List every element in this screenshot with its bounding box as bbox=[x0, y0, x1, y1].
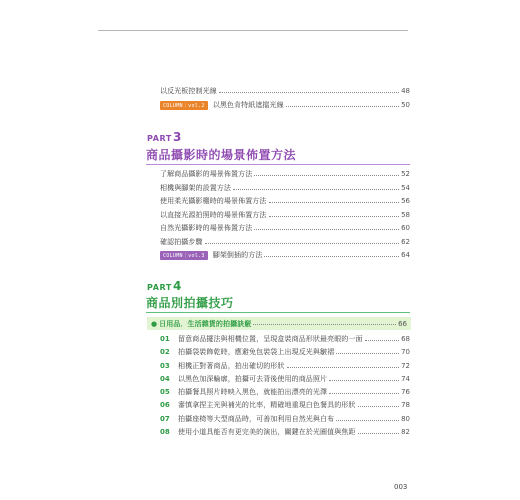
entry-number: 02 bbox=[160, 348, 170, 356]
dot-leader bbox=[264, 256, 399, 257]
page-number: 003 bbox=[394, 483, 408, 491]
toc-entry[interactable] bbox=[160, 399, 410, 411]
dot-leader bbox=[358, 406, 400, 407]
part3-label: PART3 bbox=[147, 130, 182, 144]
dot-leader bbox=[336, 353, 399, 354]
toc-entry-page: 64 bbox=[401, 251, 410, 259]
toc-entry-page: 50 bbox=[401, 101, 410, 109]
toc-entry-page: 68 bbox=[401, 335, 410, 343]
toc-entry[interactable] bbox=[160, 426, 410, 438]
entry-number: 05 bbox=[160, 388, 170, 396]
toc-entry[interactable] bbox=[160, 249, 410, 261]
toc-entry[interactable] bbox=[160, 85, 410, 97]
dot-leader bbox=[358, 433, 400, 434]
dot-leader bbox=[329, 393, 399, 394]
dot-leader bbox=[254, 229, 399, 230]
dot-leader bbox=[286, 106, 399, 107]
toc-entry-page: 72 bbox=[401, 362, 410, 370]
category-entry[interactable] bbox=[151, 317, 407, 330]
top-rule bbox=[98, 30, 408, 31]
dot-leader bbox=[269, 216, 400, 217]
entry-number: 08 bbox=[160, 428, 170, 436]
dot-leader bbox=[253, 324, 396, 325]
toc-entry[interactable] bbox=[160, 373, 410, 385]
dot-leader bbox=[365, 340, 399, 341]
toc-entry-page: 62 bbox=[401, 238, 410, 246]
toc-entry-page: 78 bbox=[401, 401, 410, 409]
toc-entry[interactable] bbox=[160, 168, 410, 180]
part4-number: 4 bbox=[172, 279, 182, 293]
toc-entry[interactable] bbox=[160, 236, 410, 248]
toc-entry-page: 70 bbox=[401, 348, 410, 356]
entry-number: 03 bbox=[160, 362, 170, 370]
toc-entry-page: 54 bbox=[401, 184, 410, 192]
dot-leader bbox=[233, 189, 399, 190]
toc-entry-title: 拍攝袋裝飾乾時，應避免包裝袋上出現反光與皺褶 bbox=[178, 348, 335, 356]
toc-entry-title: 以黑色加深輪廓，拍攝可去背後使用的商品照片 bbox=[178, 375, 328, 383]
toc-entry-page: 76 bbox=[401, 388, 410, 396]
part4-rule bbox=[146, 312, 410, 313]
part4-label: PART4 bbox=[147, 279, 182, 293]
toc-entry[interactable] bbox=[160, 333, 410, 345]
toc-entry-title: 以直接光源拍照時的場景佈置方法 bbox=[160, 211, 267, 219]
toc-entry-title: 使用小道具能否有更完美的演出，關鍵在於光圈值與焦距 bbox=[178, 428, 356, 436]
toc-entry[interactable] bbox=[160, 99, 410, 111]
toc-entry-page: 60 bbox=[401, 224, 410, 232]
toc-entry[interactable] bbox=[160, 360, 410, 372]
bullet-icon: ● bbox=[151, 319, 158, 328]
toc-entry-title: 留意商品擺法與相機位置，呈現盒裝商品形狀最亮眼的一面 bbox=[178, 335, 363, 343]
toc-entry-title: 以黑色肯特紙遮擋光線 bbox=[212, 101, 284, 109]
toc-entry[interactable] bbox=[160, 222, 410, 234]
entry-number: 04 bbox=[160, 375, 170, 383]
toc-entry-page: 66 bbox=[398, 319, 407, 328]
toc-entry-page: 82 bbox=[401, 428, 410, 436]
toc-entry-page: 74 bbox=[401, 375, 410, 383]
toc-entry-page: 56 bbox=[401, 197, 410, 205]
toc-entry[interactable] bbox=[160, 386, 410, 398]
toc-entry-title: 拍攝座椅等大型商品時，可善加利用自然光與白布 bbox=[178, 415, 335, 423]
entry-number: 06 bbox=[160, 401, 170, 409]
dot-leader bbox=[205, 243, 399, 244]
toc-entry-title: 腳架倒插的方法 bbox=[212, 251, 263, 259]
dot-leader bbox=[329, 380, 399, 381]
toc-entry-title: 自然光攝影時的場景佈置方法 bbox=[160, 224, 253, 232]
toc-entry-title: 相機正對著商品，拍出確切的形狀 bbox=[178, 362, 285, 370]
category-title: 日用品．生活雜貨的拍攝訣竅 bbox=[159, 319, 252, 328]
part3-number: 3 bbox=[172, 130, 182, 144]
toc-entry-title: 了解商品攝影的場景佈置方法 bbox=[160, 170, 253, 178]
toc-entry-title: 使用柔光攝影棚時的場景佈置方法 bbox=[160, 197, 267, 205]
toc-entry[interactable] bbox=[160, 209, 410, 221]
entry-number: 01 bbox=[160, 335, 170, 343]
toc-entry-title: 確認拍攝步驟 bbox=[160, 238, 203, 246]
dot-leader bbox=[219, 92, 399, 93]
part3-title: 商品攝影時的場景佈置方法 bbox=[146, 148, 297, 162]
part3-rule bbox=[146, 164, 410, 165]
dot-leader bbox=[254, 175, 399, 176]
toc-entry[interactable] bbox=[160, 413, 410, 425]
entry-number: 07 bbox=[160, 415, 170, 423]
toc-entry-title: 拍攝餐具照片時映入黑色，就能拍出漂亮的光澤 bbox=[178, 388, 328, 396]
toc-entry-title: 審慎拿捏主光與補光的比率，精確地重現白色餐具的形狀 bbox=[178, 401, 356, 409]
toc-entry-page: 52 bbox=[401, 170, 410, 178]
column-badge: COLUMN｜vol.2 bbox=[160, 101, 208, 110]
toc-entry-title: 以反光板控制光線 bbox=[160, 87, 217, 95]
toc-entry[interactable] bbox=[160, 346, 410, 358]
toc-entry[interactable] bbox=[160, 182, 410, 194]
toc-entry-title: 相機與腳架的設置方法 bbox=[160, 184, 231, 192]
toc-entry-page: 48 bbox=[401, 87, 410, 95]
dot-leader bbox=[269, 202, 400, 203]
column-badge: COLUMN｜vol.3 bbox=[160, 251, 208, 260]
dot-leader bbox=[336, 420, 399, 421]
toc-entry[interactable] bbox=[160, 195, 410, 207]
dot-leader bbox=[287, 367, 400, 368]
toc-entry-page: 58 bbox=[401, 211, 410, 219]
part4-title: 商品別拍攝技巧 bbox=[146, 296, 234, 310]
toc-entry-page: 80 bbox=[401, 415, 410, 423]
